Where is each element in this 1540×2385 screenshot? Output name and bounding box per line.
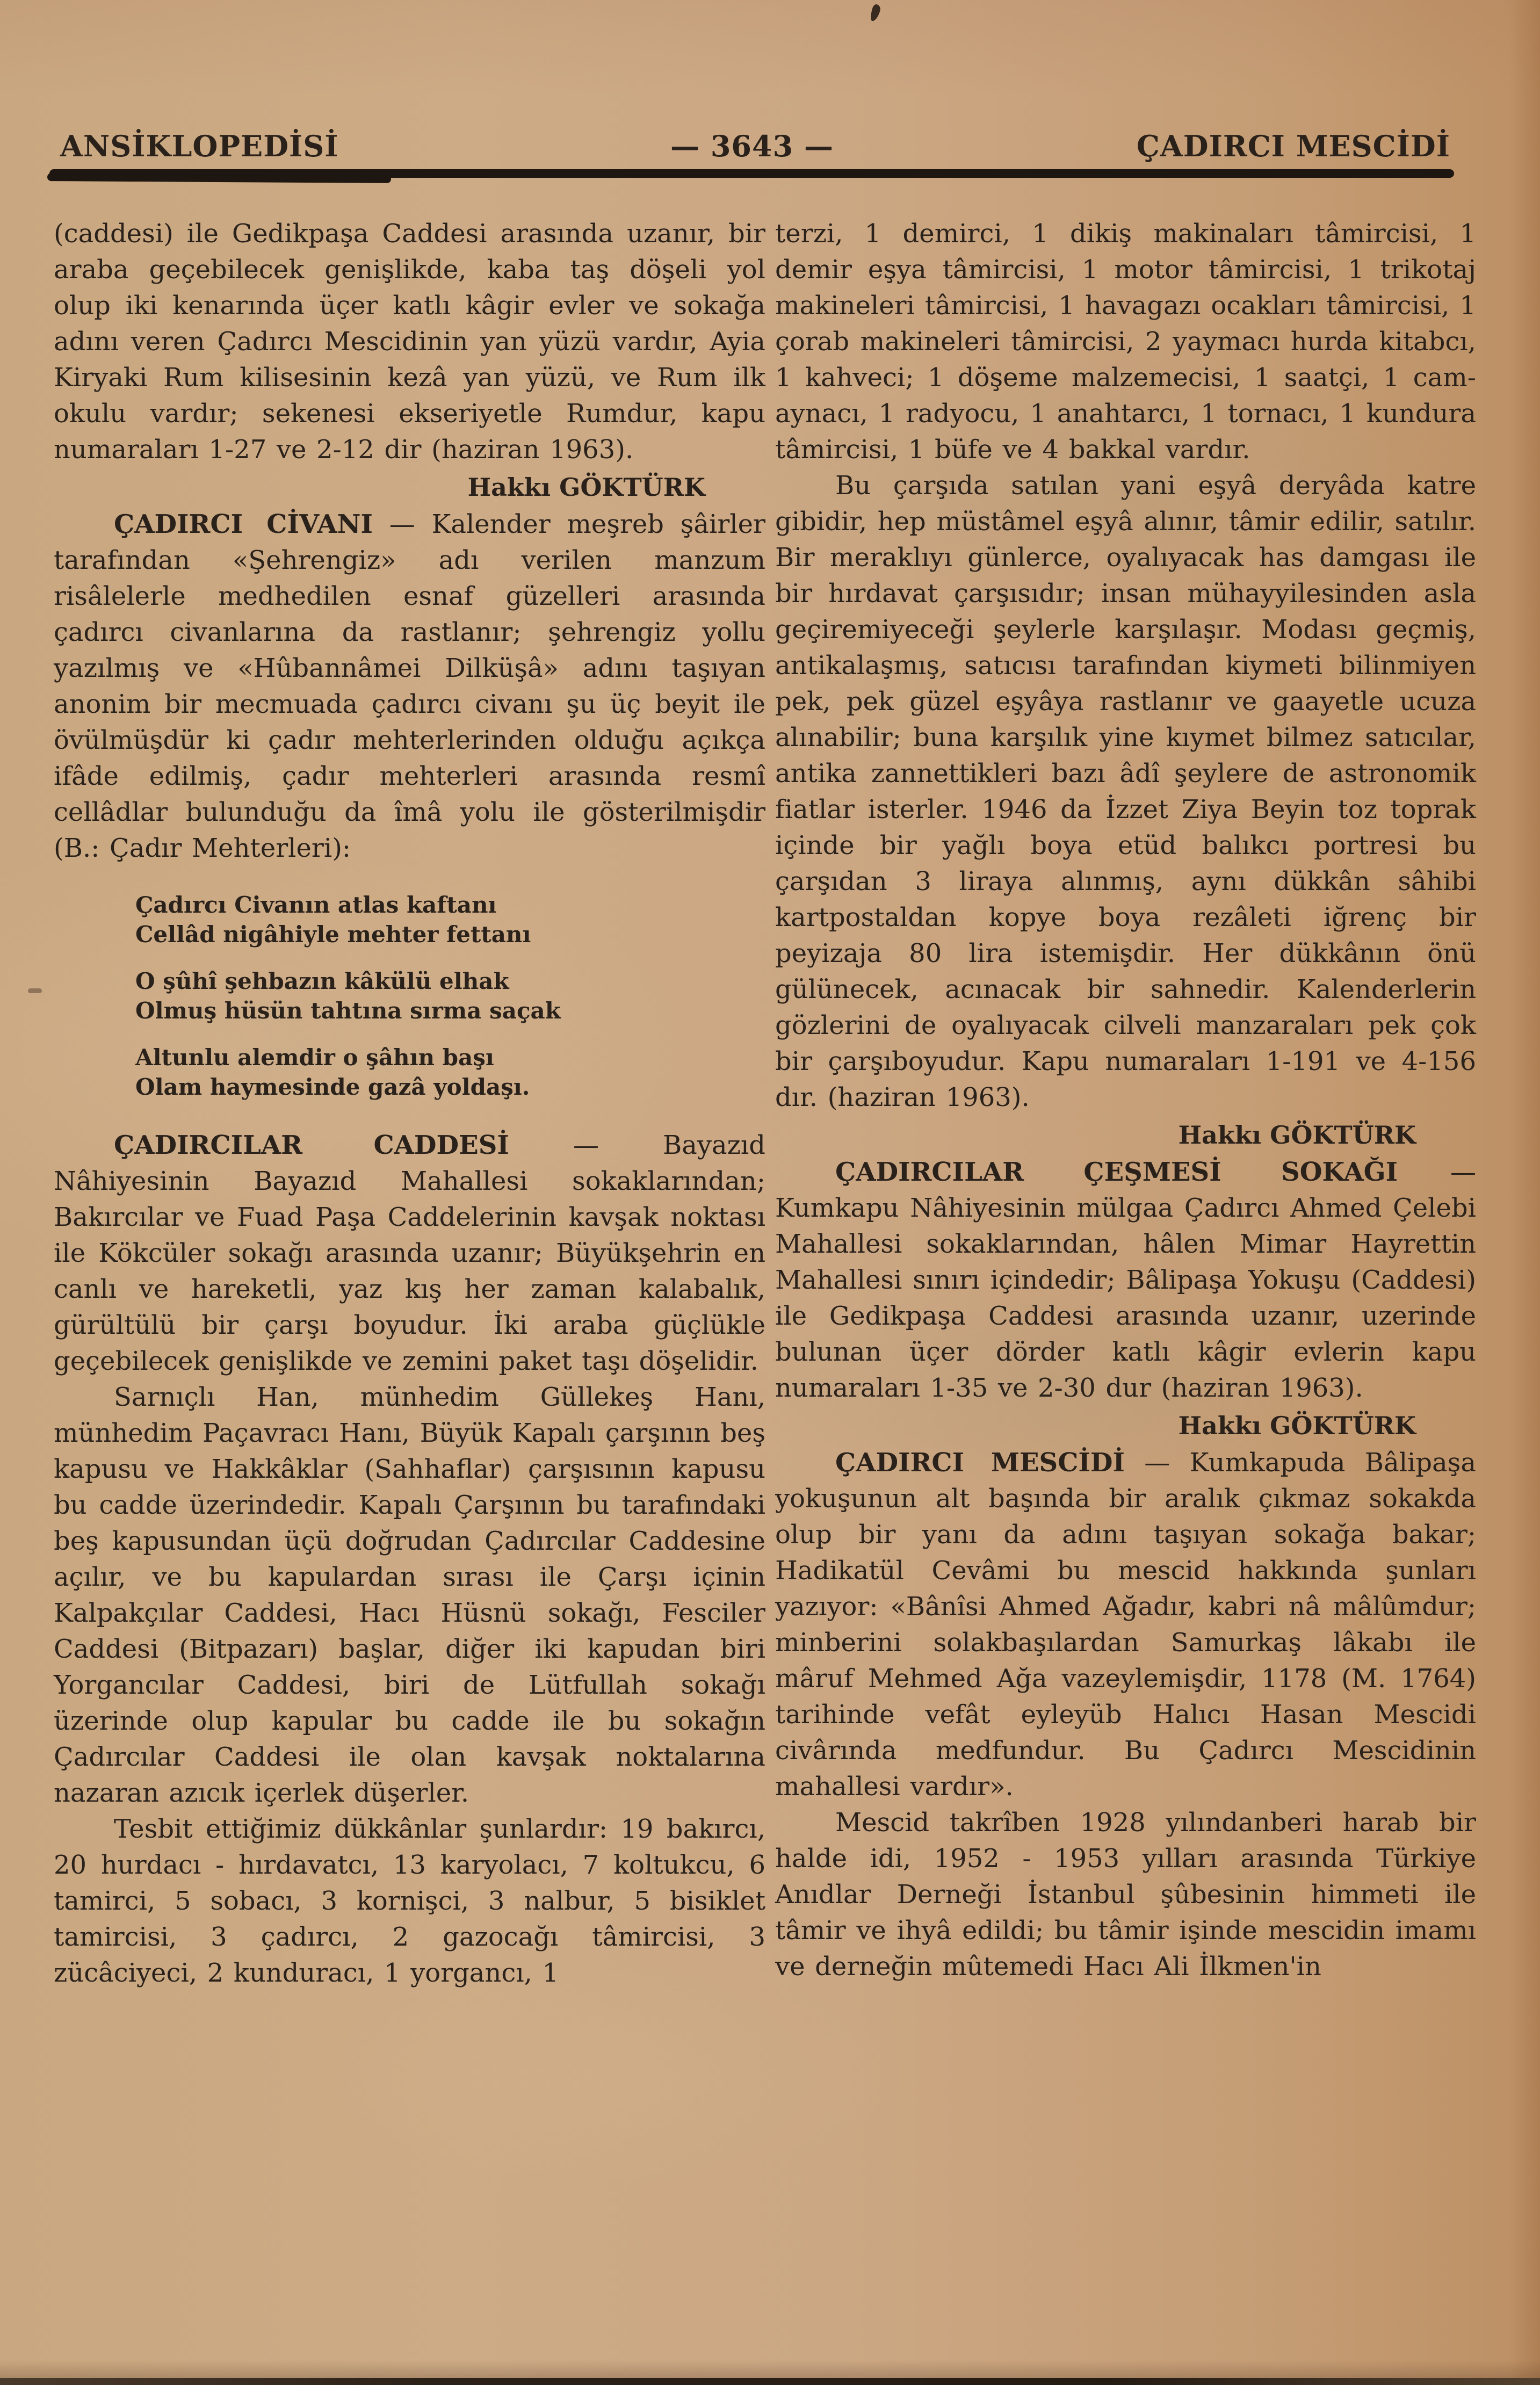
paragraph-carsi: Bu çarşıda satılan yani eşyâ deryâda katre gibidir, hep müstâmel eşyâ alınır, tâmir edilir, satılır. Bir meraklıyı günlerce, oyalıyacak has damgası ile bir hırdavat çarşısıdır; insan mühayyilesinden asla geçiremiyeceği şeylerle karşılaşır. Modası geçmiş, antikalaşmış, satıcısı tarafından kiymeti bilinmiyen pek, pek güzel eşyâya rastlanır ve gaayetle ucuza alınabilir; buna karşılık yine kıymet bilmez satıcılar, antika zannettikleri bazı âdî şeylere de astronomik fiatlar isterler. 1946 da İzzet Ziya Beyin toz toprak içinde bir yağlı boya etüd balıkcı portresi bu çarşıdan 3 liraya alınmış, aynı dükkân sâhibi kartpostaldan kopye boya rezâleti iğrenç bir peyizaja 80 lira istemişdir. Her dükkânın önü gülünecek, acınacak bir sahnedir. Kalenderlerin gözlerini de oyalıyacak cilveli manzaraları pek çok bir çarşıboyudur. Kapu numaraları 1-191 ve 4-156 dır. (haziran 1963).: [775, 471, 1476, 1112]
author-signature: Hakkı GÖKTÜRK: [1178, 1411, 1416, 1440]
poem-line: Olam haymesinde gazâ yoldaşı.: [135, 1074, 530, 1100]
entry-cadircilar-cesmesi-sokagi: [775, 1154, 1476, 1406]
running-head-left: ANSİKLOPEDİSİ: [60, 129, 339, 163]
entry-cadirci-civani: [54, 507, 765, 866]
entry-term: ÇADIRCI MESCİDİ: [835, 1448, 1125, 1478]
entry-body: — Kalender meşreb şâirler tarafından «Şehrengiz» adı verilen manzum risâlelerle medhedilen esnaf güzelleri arasında çadırcı civanlarına da rastlanır; şehrengiz yollu yazılmış ve «Hûbannâmei Dilküşâ» adını taşıyan anonim bir mecmuada çadırcı civanı şu üç beyit ile övülmüşdür ki çadır mehterlerinden olduğu açıkça ifâde edilmiş, çadır mehterleri arasında resmî cellâdlar bulunduğu da îmâ yolu ile gösterilmişdir (B.: Çadır Mehterleri):: [54, 509, 766, 863]
author-signature: Hakkı GÖKTÜRK: [1178, 1121, 1416, 1150]
poem-block: [135, 890, 765, 1102]
author-signature: Hakkı GÖKTÜRK: [467, 473, 705, 502]
entry-body: — Kumkapu Nâhiyesinin mülgaa Çadırcı Ahmed Çelebi Mahallesi sokaklarından, hâlen Mimar Hayrettin Mahallesi sınırı içindedir; Bâlipaşa Yokuşu (Caddesi) ile Gedikpaşa Caddesi arasında uzanır, uzerinde bulunan üçer dörder katlı kâgir evlerin kapu numaraları 1-35 ve 2-30 dur (haziran 1963).: [775, 1157, 1476, 1403]
entry-body: — Kumkapuda Bâlipaşa yokuşunun alt başında bir aralık çıkmaz sokakda olup bir yanı da adını taşıyan sokağa bakar; Hadikatül Cevâmi bu mescid hakkında şunları yazıyor: «Bânîsi Ahmed Ağadır, kabri nâ mâlûmdur; minberini solakbaşılardan Samurkaş lâkabı ile mâruf Mehmed Ağa vazeylemişdir, 1178 (M. 1764) tarihinde vefât eyleyüb Halıcı Hasan Mescidi civârında medfundur. Bu Çadırcı Mescidinin mahallesi vardır».: [775, 1448, 1476, 1802]
right-column: [775, 216, 1476, 1985]
entry-term: ÇADIRCILAR ÇEŞMESİ SOKAĞI: [835, 1157, 1398, 1187]
paragraph-continuation-right: terzi, 1 demirci, 1 dikiş makinaları tâmircisi, 1 demir eşya tâmircisi, 1 motor tâmircisi, 1 trikotaj makineleri tâmircisi, 1 havagazı ocakları tâmircisi, 1 çorab makineleri tâmircisi, 2 yaymacı hurda kitabcı, 1 kahveci; 1 döşeme malzemecisi, 1 saatçi, 1 cam-aynacı, 1 radyocu, 1 anahtarcı, 1 tornacı, 1 kundura tâmircisi, 1 büfe ve 4 bakkal vardır.: [775, 219, 1476, 465]
entry-term: ÇADIRCI CİVANI: [114, 509, 373, 539]
running-head-right: ÇADIRCI MESCİDİ: [1136, 129, 1450, 163]
page-edge-bottom: [0, 2378, 1540, 2385]
ink-speck-icon: [869, 4, 881, 23]
entry-cadircilar-caddesi: [54, 1128, 765, 1379]
left-column: [54, 216, 765, 1991]
paragraph-continuation-left: (caddesi) ile Gedikpaşa Caddesi arasında uzanır, bir araba geçebilecek genişlikde, kaba taş döşeli yol olup iki kenarında üçer katlı kâgir evler ve sokağa adını veren Çadırcı Mescidinin yan yüzü vardır, Ayia Kiryaki Rum kilisesinin kezâ yan yüzü, ve Rum ilk okulu vardır; sekenesi ekseriyetle Rumdur, kapu numaraları 1-27 ve 2-12 dir (haziran 1963).: [54, 219, 765, 465]
paragraph-hans: Sarnıçlı Han, münhedim Güllekeş Hanı, münhedim Paçavracı Hanı, Büyük Kapalı çarşının beş kapusu ve Hakkâklar (Sahhaflar) çarşısının kapusu bu cadde üzerindedir. Kapalı Çarşının bu tarafındaki beş kapusundan üçü doğrudan Çadırcılar Caddesine açılır, ve bu kapulardan sırası ile Çarşı içinin Kalpakçılar Caddesi, Hacı Hüsnü sokağı, Fesciler Caddesi (Bitpazarı) başlar, diğer iki kapudan biri Yorgancılar Caddesi, biri de Lütfullah sokağı üzerinde olup kapular bu cadde ile bu sokağın Çadırcılar Caddesi ile olan kavşak noktalarına nazaran azıcık içerlek düşerler.: [54, 1382, 765, 1808]
poem-line: O şûhî şehbazın kâkülü elhak: [135, 968, 509, 994]
entry-body: — Bayazıd Nâhiyesinin Bayazıd Mahallesi sokaklarından; Bakırcılar ve Fuad Paşa Caddelerinin kavşak noktası ile Kökcüler sokağı arasında uzanır; Büyükşehrin en canlı ve hareketli, yaz kış her zaman kalabalık, gürültülü bir çarşı boyudur. İki araba güçlükle geçebilecek genişlikde ve zemini paket taşı döşelidir.: [54, 1130, 765, 1376]
page-edge-right: [1509, 0, 1540, 2385]
poem-line: Cellâd nigâhiyle mehter fettanı: [135, 921, 531, 948]
entry-term: ÇADIRCILAR CADDESİ: [114, 1130, 509, 1160]
poem-line: Olmuş hüsün tahtına sırma saçak: [135, 998, 561, 1024]
entry-cadirci-mescidi: [775, 1445, 1476, 1805]
paragraph-dukkanlar: Tesbit ettiğimiz dükkânlar şunlardır: 19 bakırcı, 20 hurdacı - hırdavatcı, 13 karyolacı, 7 koltukcu, 6 tamirci, 5 sobacı, 3 kornişci, 3 nalbur, 5 bisiklet tamircisi, 3 çadırcı, 2 gazocağı tâmircisi, 3 zücâciyeci, 2 kunduracı, 1 yorgancı, 1: [54, 1814, 765, 1988]
header-rule: [49, 169, 1454, 178]
margin-speck-icon: [28, 988, 42, 993]
paragraph-mescid-tamir: Mescid takrîben 1928 yılındanberi harab bir halde idi, 1952 - 1953 yılları arasında Türkiye Anıdlar Derneği İstanbul şûbesinin himmeti ile tâmir ve ihyâ edildi; bu tâmir işinde mescidin imamı ve derneğin mûtemedi Hacı Ali İlkmen'in: [775, 1808, 1476, 1982]
poem-line: Çadırcı Civanın atlas kaftanı: [135, 892, 497, 918]
page-number: — 3643 —: [670, 129, 834, 163]
poem-line: Altunlu alemdir o şâhın başı: [135, 1044, 494, 1071]
